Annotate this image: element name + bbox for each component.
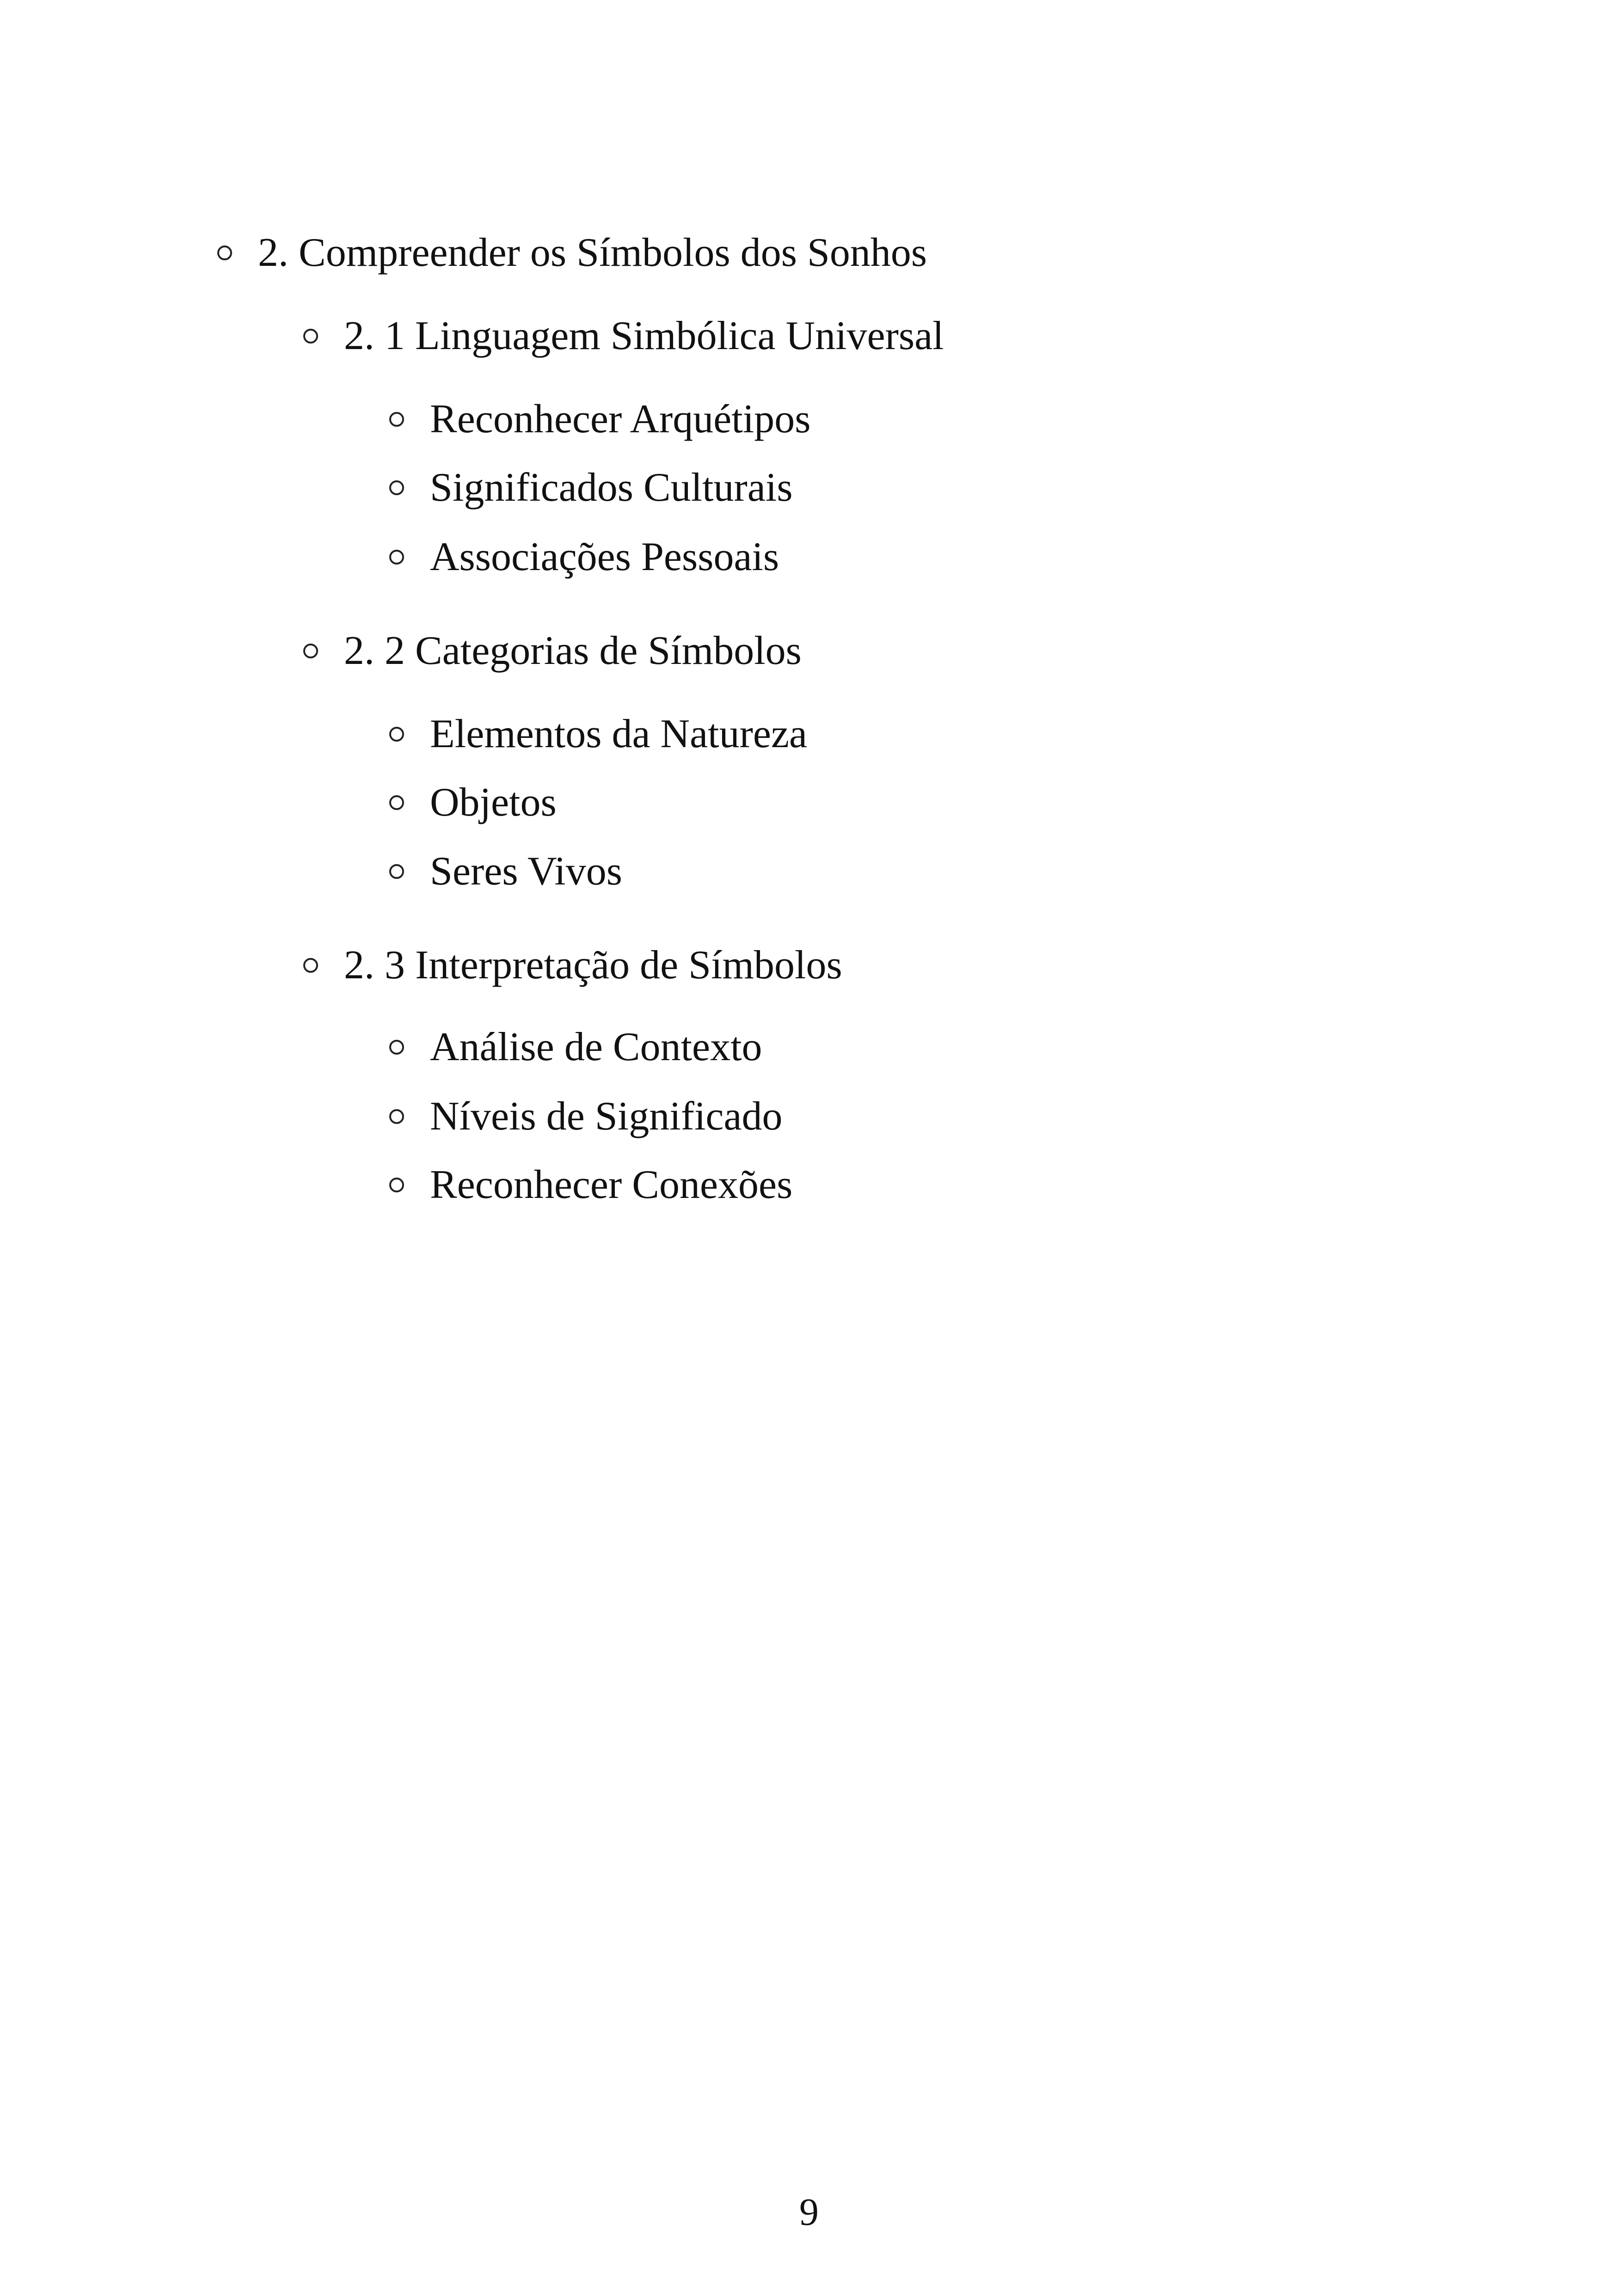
circle-bullet-icon — [389, 412, 404, 427]
list-item — [389, 394, 811, 445]
list-item-text: Análise de Contexto — [430, 1025, 762, 1069]
section-title-text: 2. 1 Linguagem Simbólica Universal — [344, 313, 944, 358]
list-item-text: Reconhecer Arquétipos — [430, 397, 811, 442]
list-item-text: Seres Vivos — [430, 849, 622, 894]
list-item — [389, 846, 622, 897]
circle-bullet-icon — [389, 1040, 404, 1055]
list-item-text: Objetos — [430, 780, 557, 825]
circle-bullet-icon — [389, 795, 404, 810]
section-title — [303, 311, 944, 362]
list-item — [389, 1091, 783, 1142]
circle-bullet-icon — [389, 480, 404, 495]
outline-heading — [217, 227, 927, 278]
circle-bullet-icon — [389, 1109, 404, 1124]
list-item-text: Elementos da Natureza — [430, 712, 808, 756]
page-number: 9 — [799, 2191, 819, 2234]
section-title — [303, 626, 802, 676]
list-item-text: Níveis de Significado — [430, 1094, 783, 1139]
circle-bullet-icon — [303, 958, 318, 973]
list-item — [389, 1160, 792, 1210]
list-item — [389, 1022, 762, 1073]
list-item — [389, 462, 793, 513]
circle-bullet-icon — [389, 550, 404, 565]
list-item — [389, 777, 557, 828]
list-item — [389, 532, 779, 583]
outline-heading-text: 2. Compreender os Símbolos dos Sonhos — [258, 230, 927, 275]
list-item — [389, 709, 807, 760]
circle-bullet-icon — [389, 864, 404, 879]
circle-bullet-icon — [217, 246, 232, 260]
circle-bullet-icon — [303, 329, 318, 344]
section-title — [303, 940, 842, 991]
section-title-text: 2. 3 Interpretação de Símbolos — [344, 943, 842, 988]
circle-bullet-icon — [389, 727, 404, 742]
circle-bullet-icon — [303, 644, 318, 658]
section-title-text: 2. 2 Categorias de Símbolos — [344, 628, 802, 673]
list-item-text: Reconhecer Conexões — [430, 1162, 793, 1207]
list-item-text: Significados Culturais — [430, 465, 793, 510]
circle-bullet-icon — [389, 1178, 404, 1192]
list-item-text: Associações Pessoais — [430, 534, 779, 579]
